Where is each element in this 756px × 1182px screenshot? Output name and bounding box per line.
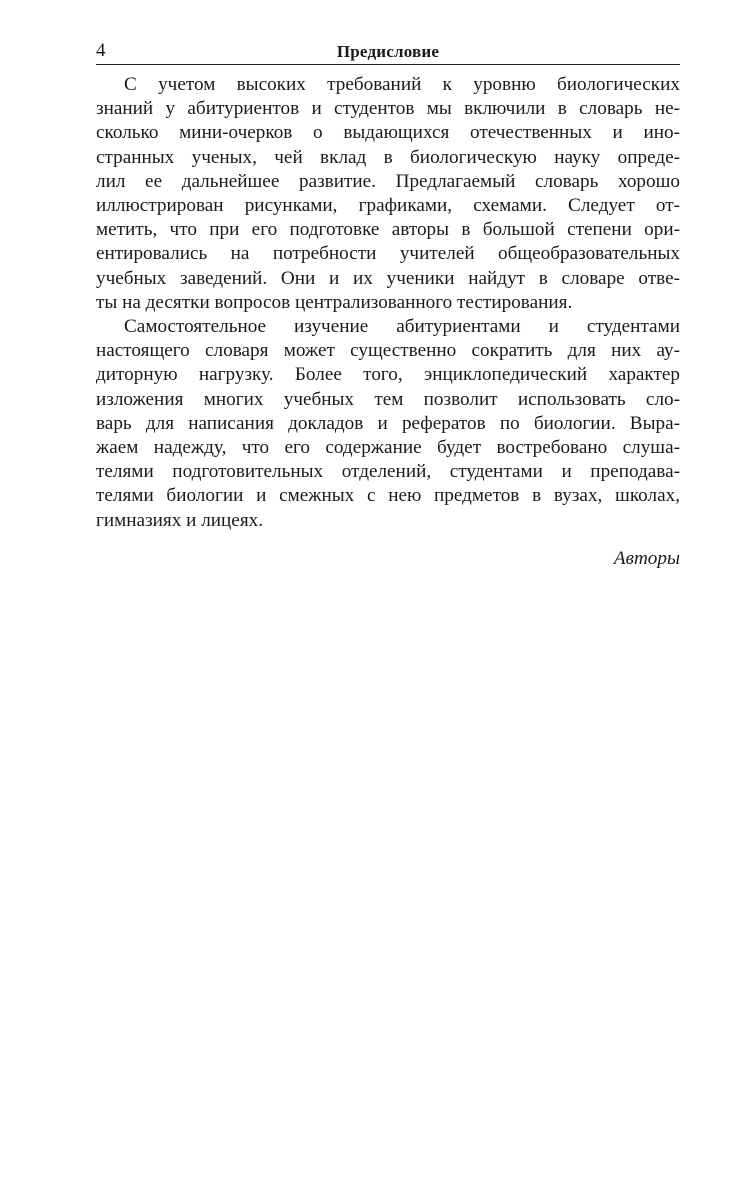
text-line: сколько мини-очерков о выдающихся отечественных и ино-: [96, 122, 680, 144]
document-page: [96, 38, 680, 570]
text-line: телями подготовительных отделений, студентами и преподава-: [96, 461, 680, 483]
text-line: учебных заведений. Они и их ученики найдут в словаре отве-: [96, 267, 680, 289]
text-line: лил ее дальнейшее развитие. Предлагаемый словарь хорошо: [96, 170, 680, 192]
text-line: ентировались на потребности учителей общеобразовательных: [96, 243, 680, 265]
page-number: 4: [96, 40, 106, 61]
text-line: настоящего словаря может существенно сократить для них ау-: [96, 340, 680, 362]
text-line: знаний у абитуриентов и студентов мы включили в словарь не-: [96, 98, 680, 120]
paragraph-1: [96, 73, 680, 315]
text-line: варь для написания докладов и рефератов по биологии. Выра-: [96, 412, 680, 434]
section-title: Предисловие: [336, 42, 440, 61]
text-line: иллюстрирован рисунками, графиками, схемами. Следует от-: [96, 195, 680, 217]
text-line: метить, что при его подготовке авторы в большой степени ори-: [96, 219, 680, 241]
text-line: ты на десятки вопросов централизованного тестирования.: [96, 291, 573, 313]
text-line: Самостоятельное изучение абитуриентами и студентами: [124, 316, 680, 338]
text-line: диторную нагрузку. Более того, энциклопедический характер: [96, 364, 680, 386]
body-text: [96, 73, 680, 533]
text-line: жаем надежду, что его содержание будет востребовано слуша-: [96, 437, 680, 459]
text-line: странных ученых, чей вклад в биологическую науку опреде-: [96, 146, 680, 168]
text-line: телями биологии и смежных с нею предметов в вузах, школах,: [96, 485, 680, 507]
signature: Авторы: [613, 547, 680, 569]
paragraph-2: [96, 315, 680, 533]
text-line: С учетом высоких требований к уровню биологических: [124, 74, 680, 95]
text-line: изложения многих учебных тем позволит использовать сло-: [96, 388, 680, 410]
text-line: гимназиях и лицеях.: [96, 509, 264, 531]
running-header: [96, 38, 680, 65]
